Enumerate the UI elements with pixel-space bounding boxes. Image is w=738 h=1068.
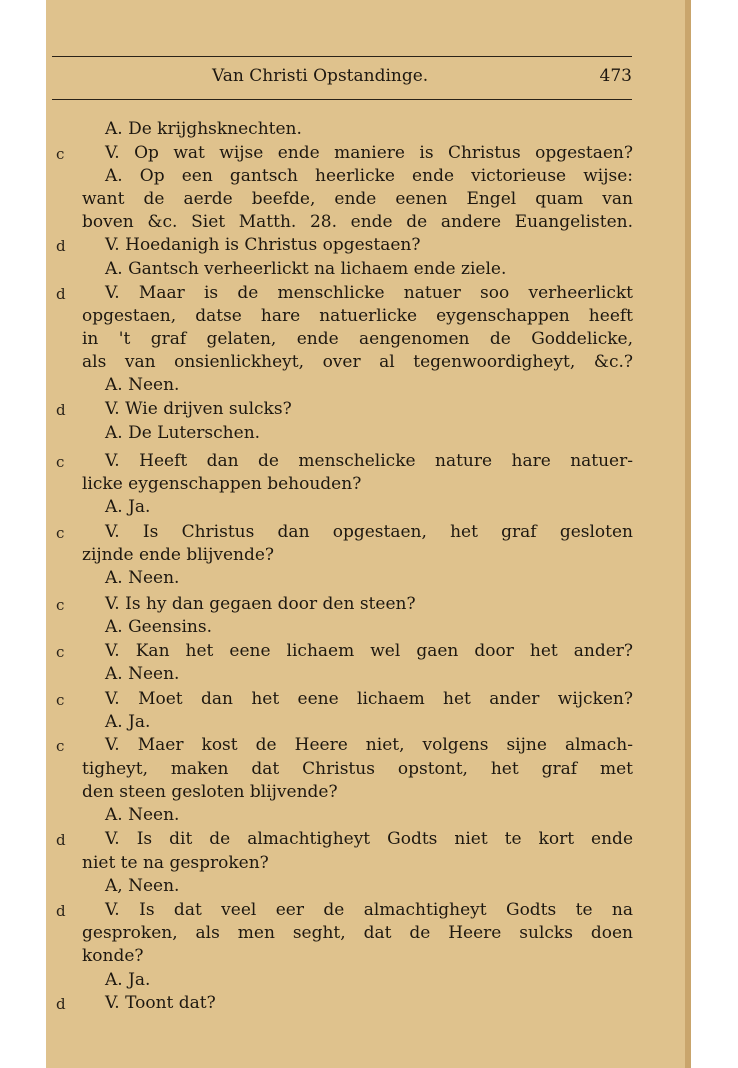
margin-mark: c: [56, 453, 65, 471]
text-line: V. Maar is de menschlicke natuer soo verheerlickt: [105, 283, 633, 303]
text-line: A. Geensins.: [105, 617, 212, 637]
text-line: V. Is hy dan gegaen door den steen?: [105, 594, 416, 614]
text-line: A. Ja.: [105, 970, 151, 990]
text-line: gesproken, als men seght, dat de Heere sulcks doen: [82, 923, 633, 943]
text-line: A. Neen.: [105, 805, 180, 825]
text-line: V. Is Christus dan opgestaen, het graf gesloten: [105, 522, 633, 542]
text-line: A. Gantsch verheerlickt na lichaem ende ziele.: [105, 259, 507, 279]
text-line: A. Ja.: [105, 497, 151, 517]
text-line: A. De krijghsknechten.: [105, 119, 302, 139]
margin-mark: c: [56, 524, 65, 542]
margin-mark: d: [56, 401, 66, 419]
header-rule-top: [52, 56, 632, 57]
margin-mark: d: [56, 995, 66, 1013]
text-line: A. Neen.: [105, 375, 180, 395]
margin-mark: d: [56, 237, 66, 255]
text-line: V. Wie drijven sulcks?: [105, 399, 292, 419]
text-line: als van onsienlickheyt, over al tegenwoordigheyt, &c.?: [82, 352, 633, 372]
text-line: V. Hoedanigh is Christus opgestaen?: [105, 235, 421, 255]
text-line: V. Maer kost de Heere niet, volgens sijne almach-: [105, 735, 633, 755]
text-line: A. Ja.: [105, 712, 151, 732]
margin-mark: c: [56, 643, 65, 661]
margin-mark: c: [56, 691, 65, 709]
margin-mark: d: [56, 285, 66, 303]
running-header: [52, 66, 632, 90]
text-line: boven &c. Siet Matth. 28. ende de andere Euangelisten.: [82, 212, 633, 232]
text-line: A. Op een gantsch heerlicke ende victorieuse wijse:: [105, 166, 633, 186]
text-line: V. Op wat wijse ende maniere is Christus opgestaen?: [105, 143, 633, 163]
text-line: V. Is dat veel eer de almachtigheyt Godts te na: [105, 900, 633, 920]
text-line: tigheyt, maken dat Christus opstont, het graf met: [82, 759, 633, 779]
text-line: niet te na gesproken?: [82, 853, 269, 873]
text-line: V. Kan het eene lichaem wel gaen door het ander?: [105, 641, 633, 661]
text-line: konde?: [82, 946, 144, 966]
margin-mark: c: [56, 737, 65, 755]
text-line: want de aerde beefde, ende eenen Engel quam van: [82, 189, 633, 209]
text-line: opgestaen, datse hare natuerlicke eygenschappen heeft: [82, 306, 633, 326]
text-line: in 't graf gelaten, ende aengenomen de Goddelicke,: [82, 329, 633, 349]
margin-mark: d: [56, 902, 66, 920]
text-line: den steen gesloten blijvende?: [82, 782, 338, 802]
margin-mark: d: [56, 831, 66, 849]
header-rule-bottom: [52, 99, 632, 100]
text-line: zijnde ende blijvende?: [82, 545, 275, 565]
text-line: licke eygenschappen behouden?: [82, 474, 362, 494]
text-line: A. Neen.: [105, 664, 180, 684]
margin-mark: c: [56, 145, 65, 163]
running-title: Van Christi Opstandinge.: [212, 66, 429, 86]
text-line: A. Neen.: [105, 568, 180, 588]
text-line: V. Toont dat?: [105, 993, 216, 1013]
text-line: V. Is dit de almachtigheyt Godts niet te kort ende: [105, 829, 633, 849]
text-line: V. Moet dan het eene lichaem het ander wijcken?: [105, 689, 633, 709]
text-line: A. De Luterschen.: [105, 423, 261, 443]
text-line: A, Neen.: [105, 876, 180, 896]
text-line: V. Heeft dan de menschelicke nature hare natuer-: [105, 451, 633, 471]
page-number: 473: [599, 66, 632, 86]
margin-mark: c: [56, 596, 65, 614]
